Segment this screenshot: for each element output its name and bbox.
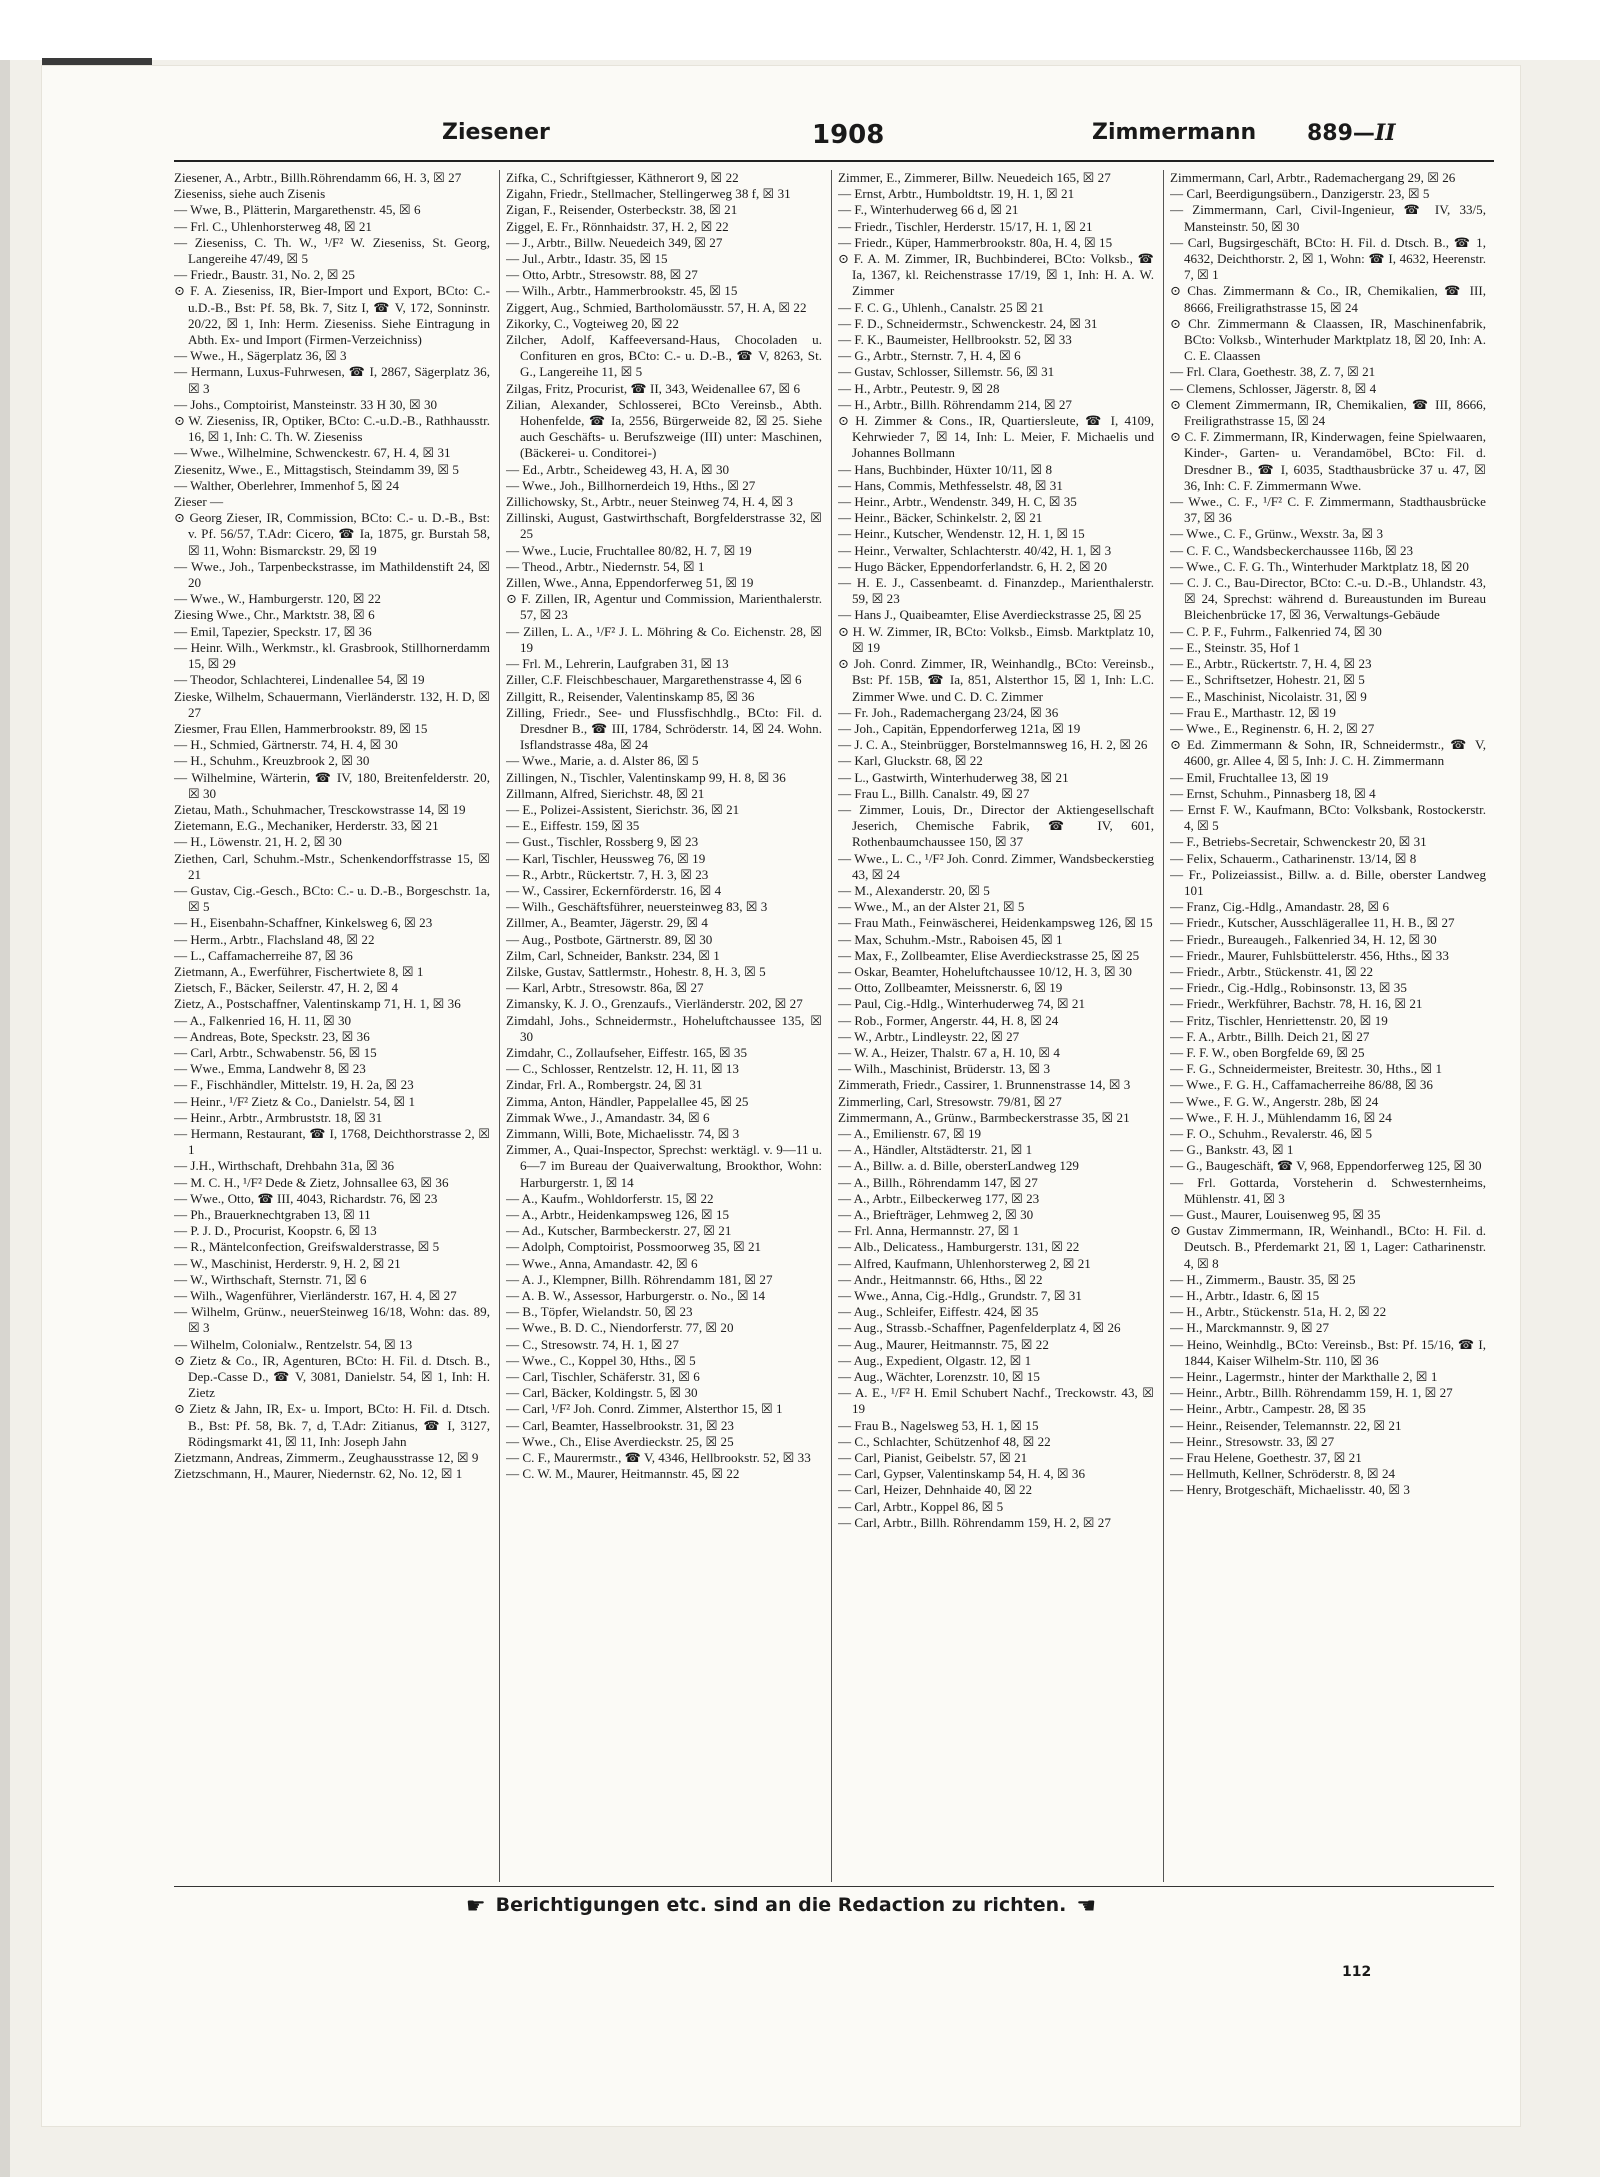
directory-entry: Zigan, F., Reisender, Osterbeckstr. 38, ☒ 21 — [506, 202, 738, 218]
directory-entry: — Friedr., Werkführer, Bachstr. 78, H. 16, ☒ 21 — [1170, 996, 1423, 1012]
directory-entry: — Wwe., E., Reginenstr. 6, H. 2, ☒ 27 — [1170, 720, 1375, 736]
directory-entry: — C., Schlosser, Rentzelstr. 12, H. 11, ☒ 13 — [506, 1061, 739, 1077]
directory-entry: — B., Töpfer, Wielandstr. 50, ☒ 23 — [506, 1304, 693, 1320]
directory-entry: — Otto, Zollbeamter, Meissnerstr. 6, ☒ 19 — [838, 980, 1063, 996]
directory-entry: — F. C. G., Uhlenh., Canalstr. 25 ☒ 21 — [838, 299, 1045, 315]
directory-entry: — Carl, Beerdigungsübern., Danzigerstr. 23, ☒ 5 — [1170, 186, 1430, 202]
directory-entry: — Adolph, Comptoirist, Possmoorweg 35, ☒ 21 — [506, 1239, 762, 1255]
directory-entry: — Gustav, Schlosser, Sillemstr. 56, ☒ 31 — [838, 364, 1055, 380]
header-section: II — [1374, 120, 1396, 146]
header-first-entry: Ziesener — [442, 120, 550, 145]
directory-entry: — Heinr., Stresowstr. 33, ☒ 27 — [1170, 1433, 1335, 1449]
directory-entry: — Heinr., Lagermstr., hinter der Markthalle 2, ☒ 1 — [1170, 1369, 1438, 1385]
directory-entry: — E., Steinstr. 35, Hof 1 — [1170, 639, 1300, 655]
directory-entry: — F. F. W., oben Borgfelde 69, ☒ 25 — [1170, 1044, 1365, 1060]
directory-entry: — W. A., Heizer, Thalstr. 67 a, H. 10, ☒ 4 — [838, 1044, 1060, 1060]
directory-entry: — Carl, Arbtr., Billh. Röhrendamm 159, H. 2, ☒ 27 — [838, 1514, 1111, 1530]
column-3 — [838, 170, 1154, 1880]
header-page-number — [1307, 120, 1396, 146]
directory-entry: — Friedr., Baustr. 31, No. 2, ☒ 25 — [174, 267, 355, 283]
directory-entry: — Wwe., C. F., Grünw., Wexstr. 3a, ☒ 3 — [1170, 526, 1384, 542]
directory-entry: — Karl, Tischler, Heussweg 76, ☒ 19 — [506, 850, 706, 866]
directory-entry: — G., Baugeschäft, ☎ V, 968, Eppendorferweg 125, ☒ 30 — [1170, 1158, 1482, 1174]
directory-entry: Zietemann, E.G., Mechaniker, Herderstr. 33, ☒ 21 — [174, 818, 439, 834]
directory-entry: — J.H., Wirthschaft, Drehbahn 31a, ☒ 36 — [174, 1158, 395, 1174]
directory-entry: — E., Schriftsetzer, Hohestr. 21, ☒ 5 — [1170, 672, 1365, 688]
column-4 — [1170, 170, 1486, 1880]
directory-entry: — Wwe., L. C., ¹/F² Joh. Conrd. Zimmer, Wandsbeckerstieg 43, ☒ 24 — [838, 850, 1154, 882]
directory-entry: — A. B. W., Assessor, Harburgerstr. o. No., ☒ 14 — [506, 1288, 766, 1304]
directory-entry: ⊙ Ed. Zimmermann & Sohn, IR, Schneidermstr., ☎ V, 4600, gr. Allee 4, ☒ 5, Inh: J. C. H. Zimmermann — [1170, 737, 1486, 769]
directory-entry: — Wilh., Geschäftsführer, neuersteinweg 83, ☒ 3 — [506, 899, 768, 915]
directory-entry: — Wilhelm, Grünw., neuerSteinweg 16/18, Wohn: das. 89, ☒ 3 — [174, 1304, 490, 1336]
directory-entry: — H., Arbtr., Billh. Röhrendamm 214, ☒ 27 — [838, 396, 1072, 412]
directory-entry: — Friedr., Maurer, Fuhlsbüttelerstr. 456, Hths., ☒ 33 — [1170, 947, 1449, 963]
directory-entry: — Alfred, Kaufmann, Uhlenhorsterweg 2, ☒ 21 — [838, 1255, 1091, 1271]
directory-entry: — Heinr. Wilh., Werkmstr., kl. Grasbrook, Stillhornerdamm 15, ☒ 29 — [174, 639, 490, 672]
page-number: 112 — [1342, 1964, 1372, 1980]
directory-entry: — W., Wirthschaft, Sternstr. 71, ☒ 6 — [174, 1271, 367, 1287]
directory-entry: — Heinr., Arbtr., Wendenstr. 349, H. C, ☒ 35 — [838, 494, 1077, 510]
directory-entry: ⊙ C. F. Zimmermann, IR, Kinderwagen, feine Spielwaaren, Kinder-, Garten- u. Verandamöbel, BCto: Fil. d. Dresdner B., ☎ I, 6035, Stadthausbrücke 37 u. 47, ☒ 36, Inh: C. F. Zimmermann Wwe. — [1170, 429, 1486, 493]
footer-rule — [174, 1886, 1494, 1887]
directory-entry: — F., Betriebs-Secretair, Schwenckestr 20, ☒ 31 — [1170, 834, 1427, 850]
directory-entry: ⊙ Clement Zimmermann, IR, Chemikalien, ☎ III, 8666, Freiligrathstrasse 15, ☒ 24 — [1170, 396, 1486, 429]
directory-entry: — Andr., Heitmannstr. 66, Hths., ☒ 22 — [838, 1271, 1043, 1287]
directory-entry: ⊙ Georg Zieser, IR, Commission, BCto: C.- u. D.-B., Bst: v. Pf. 56/57, T.Adr: Cicero, ☎ Ia, 1875, gr. Burstah 58, ☒ 11, Wohn: Bismarckstr. 29, ☒ 19 — [174, 510, 490, 558]
directory-entry: — Felix, Schauerm., Catharinenstr. 13/14, ☒ 8 — [1170, 850, 1417, 866]
directory-entry: — Wilh., Maschinist, Brüderstr. 13, ☒ 3 — [838, 1061, 1051, 1077]
directory-entry: — Aug., Wächter, Lorenzstr. 10, ☒ 15 — [838, 1369, 1040, 1385]
directory-entry: — Carl, Beamter, Hasselbrookstr. 31, ☒ 23 — [506, 1417, 734, 1433]
header-rule — [174, 160, 1494, 162]
directory-entry: Zietmann, A., Ewerführer, Fischertwiete 8, ☒ 1 — [174, 963, 424, 979]
directory-entry: ⊙ H. Zimmer & Cons., IR, Quartiersleute, ☎ I, 4109, Kehrwieder 7, ☒ 14, Inh: L. Meier, F. Michaelis und Johannes Bollmann — [838, 413, 1154, 461]
directory-entry: — M., Alexanderstr. 20, ☒ 5 — [838, 882, 990, 898]
directory-entry: — Carl, Bugsirgeschäft, BCto: H. Fil. d. Dtsch. B., ☎ 1, 4632, Deichthorstr. 2, ☒ 1, Wohn: ☎ I, 4632, Heerenstr. 7, ☒ 1 — [1170, 234, 1486, 283]
directory-entry: — Ed., Arbtr., Scheideweg 43, H. A, ☒ 30 — [506, 461, 730, 477]
directory-entry: Zietau, Math., Schuhmacher, Tresckowstrasse 14, ☒ 19 — [174, 801, 466, 817]
directory-entry: — A., Briefträger, Lehmweg 2, ☒ 30 — [838, 1207, 1034, 1222]
directory-entry: — F. K., Baumeister, Hellbrookstr. 52, ☒ 33 — [838, 332, 1072, 348]
directory-entry: Zimmermann, Carl, Arbtr., Rademachergang 29, ☒ 26 — [1170, 170, 1456, 185]
directory-entry: — Ernst, Arbtr., Humboldtstr. 19, H. 1, ☒ 21 — [838, 186, 1075, 202]
directory-entry: — Hermann, Restaurant, ☎ I, 1768, Deichthorstrasse 2, ☒ 1 — [174, 1125, 490, 1158]
directory-entry: — Ad., Kutscher, Barmbeckerstr. 27, ☒ 21 — [506, 1223, 732, 1239]
directory-entry: — Wilhelmine, Wärterin, ☎ IV, 180, Breitenfelderstr. 20, ☒ 30 — [174, 769, 490, 801]
directory-entry: — Carl, Tischler, Schäferstr. 31, ☒ 6 — [506, 1369, 700, 1385]
directory-entry: — Zimmer, Louis, Dr., Director der Aktiengesellschaft Jeserich, Chemische Fabrik, ☎ IV, 601, Rothenbaumchaussee 150, ☒ 37 — [838, 801, 1154, 850]
directory-entry: ⊙ Zietz & Co., IR, Agenturen, BCto: H. Fil. d. Dtsch. B., Dep.-Casse D., ☎ V, 3081, Danielstr. 54, ☒ 1, Inh: H. Zietz — [174, 1352, 490, 1401]
directory-entry: — Aug., Schleifer, Eiffestr. 424, ☒ 35 — [838, 1304, 1039, 1320]
directory-entry: — Walther, Oberlehrer, Immenhof 5, ☒ 24 — [174, 477, 400, 493]
directory-entry: — Henry, Brotgeschäft, Michaelisstr. 40, ☒ 3 — [1170, 1482, 1410, 1498]
directory-entry: Zimansky, K. J. O., Grenzaufs., Vierländerstr. 202, ☒ 27 — [506, 996, 803, 1012]
directory-entry: — F. D., Schneidermstr., Schwenckestr. 24, ☒ 31 — [838, 315, 1098, 331]
directory-entry: Zieske, Wilhelm, Schauermann, Vierländerstr. 132, H. D, ☒ 27 — [174, 688, 490, 720]
directory-entry: — Wwe., B. D. C., Niendorferstr. 77, ☒ 20 — [506, 1320, 734, 1336]
directory-entry: Zimma, Anton, Händler, Pappelallee 45, ☒ 25 — [506, 1093, 749, 1109]
directory-entry: — Gust., Maurer, Louisenweg 95, ☒ 35 — [1170, 1207, 1381, 1222]
directory-entry: — Hermann, Luxus-Fuhrwesen, ☎ I, 2867, Sägerplatz 36, ☒ 3 — [174, 364, 490, 396]
directory-entry: — Ph., Brauerknechtgraben 13, ☒ 11 — [174, 1207, 371, 1222]
pointing-hand-icon: ☛ — [465, 1894, 486, 1919]
directory-entry: — Heinr., Arbtr., Armbruststr. 18, ☒ 31 — [174, 1109, 383, 1125]
directory-entry: — Theodor, Schlachterei, Lindenallee 54, ☒ 19 — [174, 672, 425, 688]
header-year: 1908 — [812, 120, 885, 150]
directory-entry: Zillinski, August, Gastwirthschaft, Borgfelderstrasse 32, ☒ 25 — [506, 510, 822, 542]
directory-entry: — C. P. F., Fuhrm., Falkenried 74, ☒ 30 — [1170, 623, 1382, 639]
directory-entry: — Heinr., Kutscher, Wendenstr. 12, H. 1, ☒ 15 — [838, 526, 1085, 542]
directory-entry: Zilske, Gustav, Sattlermstr., Hohestr. 8, H. 3, ☒ 5 — [506, 963, 766, 979]
directory-entry: ⊙ F. Zillen, IR, Agentur und Commission, Marienthalerstr. 57, ☒ 23 — [506, 591, 822, 623]
directory-entry: — Frl. Clara, Goethestr. 38, Z. 7, ☒ 21 — [1170, 364, 1376, 380]
directory-entry: — Paul, Cig.-Hdlg., Winterhuderweg 74, ☒ 21 — [838, 996, 1085, 1012]
directory-entry: — C. W. M., Maurer, Heitmannstr. 45, ☒ 22 — [506, 1466, 740, 1482]
directory-entry: — Max, Schuhm.-Mstr., Raboisen 45, ☒ 1 — [838, 931, 1063, 947]
directory-entry: Zifka, C., Schriftgiesser, Käthnerort 9, ☒ 22 — [506, 170, 739, 185]
directory-entry: — Carl, Arbtr., Schwabenstr. 56, ☒ 15 — [174, 1044, 377, 1060]
directory-entry: — Wwe., F. G. W., Angerstr. 28b, ☒ 24 — [1170, 1093, 1379, 1109]
column-divider — [831, 170, 832, 1882]
directory-entry: — Wwe., Anna, Cig.-Hdlg., Grundstr. 7, ☒ 31 — [838, 1288, 1082, 1304]
directory-entry: — A., Falkenried 16, H. 11, ☒ 30 — [174, 1012, 352, 1028]
directory-entry: — Aug., Postbote, Gärtnerstr. 89, ☒ 30 — [506, 931, 713, 947]
directory-entry: — J., Arbtr., Billw. Neuedeich 349, ☒ 27 — [506, 234, 723, 250]
directory-entry: Ziesenitz, Wwe., E., Mittagstisch, Steindamm 39, ☒ 5 — [174, 461, 459, 477]
directory-entry: — H., Schmied, Gärtnerstr. 74, H. 4, ☒ 30 — [174, 737, 398, 753]
corrections-notice-text: Berichtigungen etc. sind an die Redaction zu richten. — [495, 1894, 1067, 1916]
directory-entry: — Zimmermann, Carl, Civil-Ingenieur, ☎ IV, 33/5, Mansteinstr. 50, ☒ 30 — [1170, 202, 1486, 234]
directory-entry: — Joh., Capitän, Eppendorferweg 121a, ☒ 19 — [838, 720, 1081, 736]
directory-entry: Zillingen, N., Tischler, Valentinskamp 99, H. 8, ☒ 36 — [506, 769, 786, 785]
directory-entry: — Frau E., Marthastr. 12, ☒ 19 — [1170, 704, 1336, 720]
directory-entry: — Heinr., Verwalter, Schlachterstr. 40/42, H. 1, ☒ 3 — [838, 542, 1112, 558]
directory-entry: ⊙ H. W. Zimmer, IR, BCto: Volksb., Eimsb. Marktplatz 10, ☒ 19 — [838, 623, 1154, 655]
directory-entry: — H., Zimmerm., Baustr. 35, ☒ 25 — [1170, 1271, 1356, 1287]
directory-entry: Zillmer, A., Beamter, Jägerstr. 29, ☒ 4 — [506, 915, 708, 931]
directory-entry: Zietzschmann, H., Maurer, Niedernstr. 62, No. 12, ☒ 1 — [174, 1466, 463, 1482]
directory-entry: — Jul., Arbtr., Idastr. 35, ☒ 15 — [506, 251, 668, 267]
directory-entry: — Wwe., Wilhelmine, Schwenckestr. 67, H. 4, ☒ 31 — [174, 445, 451, 461]
directory-entry: — L., Caffamacherreihe 87, ☒ 36 — [174, 947, 353, 963]
directory-entry: — C. J. C., Bau-Director, BCto: C.-u. D.-B., Uhlandstr. 43, ☒ 24, Sprechst: während d. Bureaustunden im Bureau Bleichenbrücke 17, ☒ 36, Verwaltungs-Gebäude — [1170, 575, 1486, 623]
directory-entry: — C., Schlachter, Schützenhof 48, ☒ 22 — [838, 1433, 1051, 1449]
scan-background — [0, 0, 1600, 60]
column-divider — [499, 170, 500, 1882]
directory-entry: — Wwe., Lucie, Fruchtallee 80/82, H. 7, ☒ 19 — [506, 542, 752, 558]
directory-entry: Zilling, Friedr., See- und Flussfischhdlg., BCto: Fil. d. Dresdner B., ☎ III, 1784, Schröderstr. 14, ☒ 24. Wohn. Isflandstrasse 48a, ☒ 24 — [506, 704, 822, 753]
directory-entry: — Wwe, B., Plätterin, Margarethenstr. 45, ☒ 6 — [174, 202, 421, 218]
directory-entry: — Fr. Joh., Rademachergang 23/24, ☒ 36 — [838, 704, 1059, 720]
directory-entry: — W., Maschinist, Herderstr. 9, H. 2, ☒ 21 — [174, 1255, 401, 1271]
directory-entry: Ziesener, A., Arbtr., Billh.Röhrendamm 66, H. 3, ☒ 27 — [174, 170, 462, 185]
directory-entry: — A., Arbtr., Heidenkampsweg 126, ☒ 15 — [506, 1207, 730, 1222]
directory-entry: — A., Arbtr., Eilbeckerweg 177, ☒ 23 — [838, 1190, 1040, 1206]
directory-entry: Zimdahl, Johs., Schneidermstr., Hoheluftchaussee 135, ☒ 30 — [506, 1012, 822, 1044]
directory-entry: — Wwe., W., Hamburgerstr. 120, ☒ 22 — [174, 591, 381, 607]
directory-entry: — F., Fischhändler, Mittelstr. 19, H. 2a, ☒ 23 — [174, 1077, 414, 1093]
directory-entry: — Wilh., Arbtr., Hammerbrookstr. 45, ☒ 15 — [506, 283, 738, 299]
directory-entry: — Wwe., Joh., Tarpenbeckstrasse, im Mathildenstift 24, ☒ 20 — [174, 558, 490, 591]
directory-entry: Zimmer, A., Quai-Inspector, Sprechst: werktägl. v. 9—11 u. 6—7 im Bureau der Quaiverwaltung, Brookthor, Wohn: Harburgerstr. 1, ☒ 14 — [506, 1142, 822, 1190]
directory-columns — [174, 170, 1494, 1880]
directory-entry: ⊙ Joh. Conrd. Zimmer, IR, Weinhandlg., BCto: Vereinsb., Bst: Pf. 15B, ☎ Ia, 851, Alsterthor 15, ☒ 1, Inh: L.C. Zimmer Wwe. und C. D. C. Zimmer — [838, 656, 1154, 704]
directory-entry: — Friedr., Bureaugeh., Falkenried 34, H. 12, ☒ 30 — [1170, 931, 1437, 947]
directory-entry: — Carl, Heizer, Dehnhaide 40, ☒ 22 — [838, 1482, 1033, 1498]
directory-entry: — H., Schuhm., Kreuzbrook 2, ☒ 30 — [174, 753, 370, 769]
directory-entry: — H., Arbtr., Idastr. 6, ☒ 15 — [1170, 1288, 1320, 1304]
directory-entry: — Hans, Buchbinder, Hüxter 10/11, ☒ 8 — [838, 461, 1053, 477]
directory-entry: — Friedr., Arbtr., Stückenstr. 41, ☒ 22 — [1170, 963, 1374, 979]
directory-entry: — H., Löwenstr. 21, H. 2, ☒ 30 — [174, 834, 342, 850]
directory-entry: — Aug., Strassb.-Schaffner, Pagenfelderplatz 4, ☒ 26 — [838, 1320, 1121, 1336]
directory-entry: — Friedr., Cig.-Hdlg., Robinsonstr. 13, ☒ 35 — [1170, 980, 1407, 996]
directory-entry: — Carl, Bäcker, Koldingstr. 5, ☒ 30 — [506, 1385, 698, 1401]
directory-entry: — Emil, Tapezier, Speckstr. 17, ☒ 36 — [174, 623, 372, 639]
directory-entry: — H., Arbtr., Stückenstr. 51a, H. 2, ☒ 22 — [1170, 1304, 1387, 1320]
directory-entry: ⊙ F. A. Zieseniss, IR, Bier-Import und Export, BCto: C.-u.D.-B., Bst: Pf. 58, Bk. 7, Sitz I, ☎ V, 172, Sonninstr. 20/22, ☒ 1, Inh: Herm. Zieseniss. Siehe Eintragung in Abth. Ex- und Import (Firmen-Verzeichniss) — [174, 283, 490, 348]
directory-entry: — G., Bankstr. 43, ☒ 1 — [1170, 1142, 1294, 1158]
directory-entry: — F. O., Schuhm., Revalerstr. 46, ☒ 5 — [1170, 1125, 1372, 1141]
directory-entry: Ziggel, E. Fr., Rönnhaidstr. 37, H. 2, ☒ 22 — [506, 218, 729, 234]
directory-entry: — Wwe., Ch., Elise Averdieckstr. 25, ☒ 25 — [506, 1433, 734, 1449]
directory-entry: Zillgitt, R., Reisender, Valentinskamp 85, ☒ 36 — [506, 688, 755, 704]
directory-entry: Zimmerling, Carl, Stresowstr. 79/81, ☒ 27 — [838, 1093, 1062, 1109]
directory-entry: Zilgas, Fritz, Procurist, ☎ II, 343, Weidenallee 67, ☒ 6 — [506, 380, 801, 396]
directory-entry: — Wilh., Wagenführer, Vierländerstr. 167, H. 4, ☒ 27 — [174, 1288, 457, 1304]
directory-entry: — Wilhelm, Colonialw., Rentzelstr. 54, ☒ 13 — [174, 1336, 413, 1352]
directory-entry: — Carl, Gypser, Valentinskamp 54, H. 4, ☒ 36 — [838, 1466, 1085, 1482]
directory-entry: ⊙ F. A. M. Zimmer, IR, Buchbinderei, BCto: Volksb., ☎ Ia, 1367, kl. Reichenstrasse 17/19, ☒ 1, Inh: H. A. W. Zimmer — [838, 251, 1154, 299]
directory-entry: — H., Eisenbahn-Schaffner, Kinkelsweg 6, ☒ 23 — [174, 915, 433, 931]
directory-entry: — Herm., Arbtr., Flachsland 48, ☒ 22 — [174, 931, 375, 947]
directory-entry: Ziethen, Carl, Schuhm.-Mstr., Schenkendorffstrasse 15, ☒ 21 — [174, 850, 490, 882]
directory-entry: — R., Arbtr., Rückertstr. 7, H. 3, ☒ 23 — [506, 866, 709, 882]
directory-entry: — Hans, Commis, Methfesselstr. 48, ☒ 31 — [838, 477, 1063, 493]
directory-entry: — Heinr., Reisender, Telemannstr. 22, ☒ 21 — [1170, 1417, 1402, 1433]
directory-entry: — Wwe., H., Sägerplatz 36, ☒ 3 — [174, 348, 347, 364]
directory-entry: — A. J., Klempner, Billh. Röhrendamm 181, ☒ 27 — [506, 1271, 773, 1287]
directory-entry: Zindar, Frl. A., Rombergstr. 24, ☒ 31 — [506, 1077, 703, 1093]
header-last-entry: Zimmermann — [1092, 120, 1257, 145]
directory-entry: Zimmann, Willi, Bote, Michaelisstr. 74, ☒ 3 — [506, 1125, 740, 1141]
directory-entry: — Max, F., Zollbeamter, Elise Averdieckstrasse 25, ☒ 25 — [838, 947, 1140, 963]
directory-entry: — Carl, Pianist, Geibelstr. 57, ☒ 21 — [838, 1450, 1028, 1466]
directory-entry: — Frl. C., Uhlenhorsterweg 48, ☒ 21 — [174, 218, 372, 234]
directory-entry: — Karl, Gluckstr. 68, ☒ 22 — [838, 753, 983, 769]
directory-entry: — H., Marckmannstr. 9, ☒ 27 — [1170, 1320, 1330, 1336]
directory-entry: — Theod., Arbtr., Niedernstr. 54, ☒ 1 — [506, 558, 705, 574]
directory-entry: — C. F. C., Wandsbeckerchaussee 116b, ☒ 23 — [1170, 542, 1414, 558]
directory-entry: — Wwe., F. G. H., Caffamacherreihe 86/88, ☒ 36 — [1170, 1077, 1433, 1093]
directory-entry: — Aug., Maurer, Heitmannstr. 75, ☒ 22 — [838, 1336, 1049, 1352]
directory-entry: Zieser — — [174, 494, 224, 510]
directory-entry: — Clemens, Schlosser, Jägerstr. 8, ☒ 4 — [1170, 380, 1377, 396]
directory-entry: — J. C. A., Steinbrügger, Borstelmannsweg 16, H. 2, ☒ 26 — [838, 737, 1148, 753]
directory-entry: ⊙ Gustav Zimmermann, IR, Weinhandl., BCto: H. Fil. d. Deutsch. B., Pferdemarkt 21, ☒ 1, Lager: Catharinenstr. 4, ☒ 8 — [1170, 1223, 1486, 1271]
corrections-notice — [42, 1894, 1520, 1919]
pointing-hand-icon: ☚ — [1076, 1894, 1097, 1919]
directory-entry: Zimmerath, Friedr., Cassirer, 1. Brunnenstrasse 14, ☒ 3 — [838, 1077, 1131, 1093]
directory-entry: — Friedr., Kutscher, Ausschlägerallee 11, H. B., ☒ 27 — [1170, 915, 1455, 931]
running-header — [42, 120, 1520, 160]
directory-entry: — Heinr., Arbtr., Billh. Röhrendamm 159, H. 1, ☒ 27 — [1170, 1385, 1453, 1401]
directory-entry: — Wwe., C. F., ¹/F² C. F. Zimmermann, Stadthausbrücke 37, ☒ 36 — [1170, 494, 1486, 526]
directory-entry: — H. E. J., Cassenbeamt. d. Finanzdep., Marienthalerstr. 59, ☒ 23 — [838, 575, 1154, 607]
directory-entry: — Wwe., M., an der Alster 21, ☒ 5 — [838, 899, 1025, 915]
directory-entry: — W., Arbtr., Lindleystr. 22, ☒ 27 — [838, 1028, 1020, 1044]
directory-entry: Zilian, Alexander, Schlosserei, BCto Vereinsb., Abth. Hohenfelde, ☎ Ia, 2556, Bürgerweide 82, ☒ 25. Siehe auch Geschäfts- u. Berufszweige (III) unter: Maschinen, (Bäckerei- u. Conditorei-) — [506, 396, 822, 461]
directory-entry: — Zieseniss, C. Th. W., ¹/F² W. Zieseniss, St. Georg, Langereihe 47/49, ☒ 5 — [174, 234, 490, 267]
directory-entry: — Wwe., C., Koppel 30, Hths., ☒ 5 — [506, 1352, 696, 1368]
directory-entry: — F. G., Schneidermeister, Breitestr. 30, Hths., ☒ 1 — [1170, 1061, 1443, 1077]
directory-entry: — Wwe., Anna, Amandastr. 42, ☒ 6 — [506, 1255, 698, 1271]
directory-entry: — E., Arbtr., Rückertstr. 7, H. 4, ☒ 23 — [1170, 656, 1372, 672]
column-2 — [506, 170, 822, 1880]
directory-entry: — Friedr., Küper, Hammerbrookstr. 80a, H. 4, ☒ 15 — [838, 234, 1113, 250]
directory-entry: — A., Händler, Altstädterstr. 21, ☒ 1 — [838, 1142, 1033, 1158]
directory-entry: — Heinr., Bäcker, Schinkelstr. 2, ☒ 21 — [838, 510, 1043, 526]
directory-entry: — Emil, Fruchtallee 13, ☒ 19 — [1170, 769, 1329, 785]
directory-entry: — Heino, Weinhdlg., BCto: Vereinsb., Bst: Pf. 15/16, ☎ I, 1844, Kaiser Wilhelm-Str. 110, ☒ 36 — [1170, 1336, 1486, 1368]
directory-entry: — L., Gastwirth, Winterhuderweg 38, ☒ 21 — [838, 769, 1069, 785]
directory-entry: — A. E., ¹/F² H. Emil Schubert Nachf., Treckowstr. 43, ☒ 19 — [838, 1385, 1154, 1417]
directory-entry: — P. J. D., Procurist, Koopstr. 6, ☒ 13 — [174, 1223, 377, 1239]
directory-entry: Zietzmann, Andreas, Zimmerm., Zeughausstrasse 12, ☒ 9 — [174, 1450, 479, 1466]
directory-entry: — C., Stresowstr. 74, H. 1, ☒ 27 — [506, 1336, 679, 1352]
directory-entry: — Fritz, Tischler, Henriettenstr. 20, ☒ 19 — [1170, 1012, 1388, 1028]
directory-entry: — Heinr., ¹/F² Zietz & Co., Danielstr. 54, ☒ 1 — [174, 1093, 416, 1109]
directory-entry: — Ernst, Schuhm., Pinnasberg 18, ☒ 4 — [1170, 785, 1376, 801]
directory-entry: Zillichowsky, St., Arbtr., neuer Steinweg 74, H. 4, ☒ 3 — [506, 494, 793, 510]
directory-entry: — H., Arbtr., Peutestr. 9, ☒ 28 — [838, 380, 1000, 396]
directory-entry: — Ernst F. W., Kaufmann, BCto: Volksbank, Rostockerstr. 4, ☒ 5 — [1170, 801, 1486, 834]
column-1 — [174, 170, 490, 1880]
directory-entry: ⊙ Zietz & Jahn, IR, Ex- u. Import, BCto: H. Fil. d. Dtsch. B., Bst: Pf. 58, Bk. 7, d, T.Adr: Zitianus, ☎ I, 3127, Rödingsmarkt 41, ☒ 11, Inh: Joseph Jahn — [174, 1401, 490, 1449]
directory-entry: Zigahn, Friedr., Stellmacher, Stellingerweg 38 f, ☒ 31 — [506, 186, 791, 202]
directory-entry: — Gustav, Cig.-Gesch., BCto: C.- u. D.-B., Borgeschstr. 1a, ☒ 5 — [174, 882, 490, 915]
directory-entry: — Frl. Anna, Hermannstr. 27, ☒ 1 — [838, 1223, 1020, 1239]
directory-page — [42, 66, 1520, 2126]
directory-entry: — Fr., Polizeiassist., Billw. a. d. Bille, oberster Landweg 101 — [1170, 866, 1486, 898]
directory-entry: — Wwe., Marie, a. d. Alster 86, ☒ 5 — [506, 753, 699, 769]
directory-entry: — F., Winterhuderweg 66 d, ☒ 21 — [838, 202, 1019, 218]
directory-entry: — Frl. M., Lehrerin, Laufgraben 31, ☒ 13 — [506, 656, 729, 672]
directory-entry: — Wwe., Emma, Landwehr 8, ☒ 23 — [174, 1061, 366, 1077]
directory-entry: — Aug., Expedient, Olgastr. 12, ☒ 1 — [838, 1352, 1032, 1368]
directory-entry: — Rob., Former, Angerstr. 44, H. 8, ☒ 24 — [838, 1012, 1059, 1028]
directory-entry: — Zillen, L. A., ¹/F² J. L. Möhring & Co. Eichenstr. 28, ☒ 19 — [506, 623, 822, 655]
directory-entry: — Frl. Gottarda, Vorsteherin d. Schwesternheims, Mühlenstr. 41, ☒ 3 — [1170, 1174, 1486, 1206]
directory-entry: Zietz, A., Postschaffner, Valentinskamp 71, H. 1, ☒ 36 — [174, 996, 461, 1012]
directory-entry: Zietsch, F., Bäcker, Seilerstr. 47, H. 2, ☒ 4 — [174, 980, 398, 996]
directory-entry: Zillen, Wwe., Anna, Eppendorferweg 51, ☒ 19 — [506, 575, 754, 591]
directory-entry: — Hellmuth, Kellner, Schröderstr. 8, ☒ 24 — [1170, 1466, 1396, 1482]
directory-entry: — Wwe., C. F. G. Th., Winterhuder Marktplatz 18, ☒ 20 — [1170, 558, 1469, 574]
directory-entry: — W., Cassirer, Eckernförderstr. 16, ☒ 4 — [506, 882, 722, 898]
directory-entry: Zimmak Wwe., J., Amandastr. 34, ☒ 6 — [506, 1109, 710, 1125]
directory-entry: Zilcher, Adolf, Kaffeeversand-Haus, Chocoladen u. Confituren en gros, BCto: C.- u. D.-B., ☎ V, 8263, St. G., Langereihe 11, ☒ 5 — [506, 332, 822, 380]
directory-entry: ⊙ W. Zieseniss, IR, Optiker, BCto: C.-u.D.-B., Rathhausstr. 16, ☒ 1, Inh: C. Th. W. Zieseniss — [174, 413, 490, 445]
directory-entry: — R., Mäntelconfection, Greifswalderstrasse, ☒ 5 — [174, 1239, 440, 1255]
directory-entry: — Frau Math., Feinwäscherei, Heidenkampsweg 126, ☒ 15 — [838, 915, 1153, 931]
directory-entry: — Frau Helene, Goethestr. 37, ☒ 21 — [1170, 1450, 1362, 1466]
column-divider — [1163, 170, 1164, 1882]
directory-entry: — Otto, Arbtr., Stresowstr. 88, ☒ 27 — [506, 267, 698, 283]
directory-entry: — Heinr., Arbtr., Campestr. 28, ☒ 35 — [1170, 1401, 1366, 1417]
directory-entry: Ziggert, Aug., Schmied, Bartholomäusstr. 57, H. A, ☒ 22 — [506, 299, 807, 315]
directory-entry: — Andreas, Bote, Speckstr. 23, ☒ 36 — [174, 1028, 370, 1044]
scan-left-edge — [0, 60, 10, 2177]
directory-entry: — Johs., Comptoirist, Mansteinstr. 33 H 30, ☒ 30 — [174, 396, 438, 412]
directory-entry: Zillmann, Alfred, Sierichstr. 48, ☒ 21 — [506, 785, 705, 801]
directory-entry: — E., Maschinist, Nicolaistr. 31, ☒ 9 — [1170, 688, 1367, 704]
directory-entry: — A., Kaufm., Wohldorferstr. 15, ☒ 22 — [506, 1190, 714, 1206]
directory-entry: — Hans J., Quaibeamter, Elise Averdieckstrasse 25, ☒ 25 — [838, 607, 1142, 623]
directory-entry: Ziesmer, Frau Ellen, Hammerbrookstr. 89, ☒ 15 — [174, 720, 428, 736]
directory-entry: — Friedr., Tischler, Herderstr. 15/17, H. 1, ☒ 21 — [838, 218, 1093, 234]
directory-entry: — M. C. H., ¹/F² Dede & Zietz, Johnsallee 63, ☒ 36 — [174, 1174, 449, 1190]
header-page-value: 889— — [1307, 121, 1375, 146]
directory-entry: — Wwe., Joh., Billhornerdeich 19, Hths., ☒ 27 — [506, 477, 756, 493]
directory-entry: — Frau L., Billh. Canalstr. 49, ☒ 27 — [838, 785, 1030, 801]
directory-entry: Zilm, Carl, Schneider, Bankstr. 234, ☒ 1 — [506, 947, 720, 963]
directory-entry: — Frau B., Nagelsweg 53, H. 1, ☒ 15 — [838, 1417, 1039, 1433]
directory-entry: — E., Eiffestr. 159, ☒ 35 — [506, 818, 640, 834]
directory-entry: Ziesing Wwe., Chr., Marktstr. 38, ☒ 6 — [174, 607, 375, 623]
directory-entry: ⊙ Chas. Zimmermann & Co., IR, Chemikalien, ☎ III, 8666, Freiligrathstrasse 15, ☒ 24 — [1170, 283, 1486, 315]
directory-entry: — E., Polizei-Assistent, Sierichstr. 36, ☒ 21 — [506, 801, 740, 817]
directory-entry: — Oskar, Beamter, Hoheluftchaussee 10/12, H. 3, ☒ 30 — [838, 963, 1132, 979]
directory-entry: Zimmermann, A., Grünw., Barmbeckerstrasse 35, ☒ 21 — [838, 1109, 1130, 1125]
directory-entry: Zieseniss, siehe auch Zisenis — [174, 186, 326, 202]
directory-entry: — Wwe., F. H. J., Mühlendamm 16, ☒ 24 — [1170, 1109, 1392, 1125]
directory-entry: — F. A., Arbtr., Billh. Deich 21, ☒ 27 — [1170, 1028, 1370, 1044]
directory-entry: — A., Billw. a. d. Bille, obersterLandweg 129 — [838, 1158, 1079, 1174]
directory-entry: — A., Billh., Röhrendamm 147, ☒ 27 — [838, 1174, 1038, 1190]
directory-entry: Zimmer, E., Zimmerer, Billw. Neuedeich 165, ☒ 27 — [838, 170, 1111, 185]
directory-entry: — Karl, Arbtr., Stresowstr. 86a, ☒ 27 — [506, 980, 704, 996]
directory-entry: — Alb., Delicatess., Hamburgerstr. 131, ☒ 22 — [838, 1239, 1080, 1255]
directory-entry: Ziller, C.F. Fleischbeschauer, Margarethenstrasse 4, ☒ 6 — [506, 672, 802, 688]
directory-entry: — A., Emilienstr. 67, ☒ 19 — [838, 1125, 982, 1141]
directory-entry: Zimdahr, C., Zollaufseher, Eiffestr. 165, ☒ 35 — [506, 1044, 747, 1060]
directory-entry: — C. F., Maurermstr., ☎ V, 4346, Hellbrookstr. 52, ☒ 33 — [506, 1450, 811, 1466]
directory-entry: ⊙ Chr. Zimmermann & Claassen, IR, Maschinenfabrik, BCto: Volksb., Winterhuder Marktplatz 18, ☒ 20, Inh: A. C. E. Claassen — [1170, 315, 1486, 364]
directory-entry: — G., Arbtr., Sternstr. 7, H. 4, ☒ 6 — [838, 348, 1021, 364]
directory-entry: — Carl, Arbtr., Koppel 86, ☒ 5 — [838, 1498, 1004, 1514]
directory-entry: — Hugo Bäcker, Eppendorferlandstr. 6, H. 2, ☒ 20 — [838, 558, 1108, 574]
directory-entry: — Gust., Tischler, Rossberg 9, ☒ 23 — [506, 834, 699, 850]
directory-entry: Zikorky, C., Vogteiweg 20, ☒ 22 — [506, 315, 679, 331]
directory-entry: — Carl, ¹/F² Joh. Conrd. Zimmer, Alsterthor 15, ☒ 1 — [506, 1401, 783, 1417]
directory-entry: — Wwe., Otto, ☎ III, 4043, Richardstr. 76, ☒ 23 — [174, 1190, 438, 1206]
directory-entry: — Franz, Cig.-Hdlg., Amandastr. 28, ☒ 6 — [1170, 899, 1390, 915]
